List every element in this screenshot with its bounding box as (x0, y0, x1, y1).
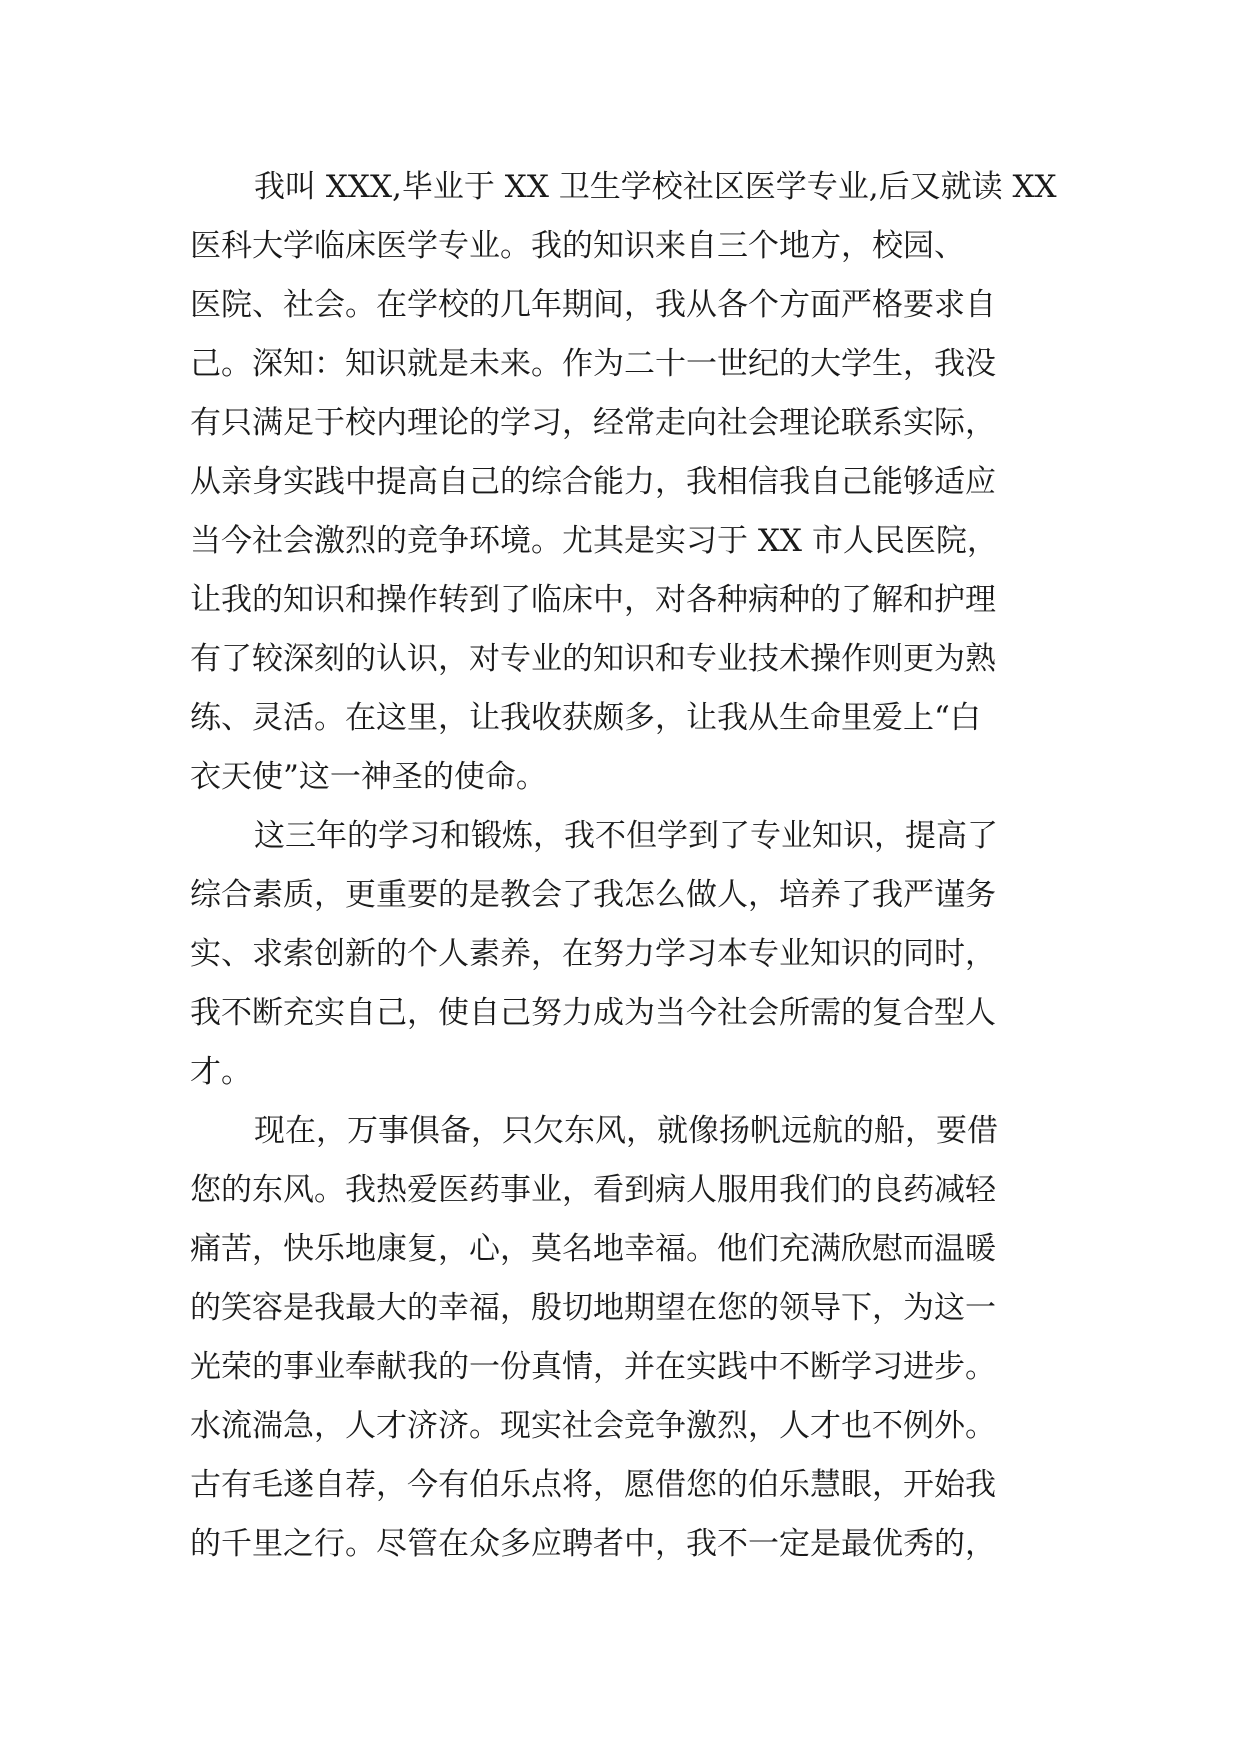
text-line: 练、灵活。在这里，让我收获颇多，让我从生命里爱上“白 (190, 700, 981, 736)
text-line: 这三年的学习和锻炼，我不但学到了专业知识，提高了 (254, 818, 998, 854)
text-line: 综合素质，更重要的是教会了我怎么做人，培养了我严谨务 (190, 877, 996, 913)
text-line: 我不断充实自己，使自己努力成为当今社会所需的复合型人 (190, 995, 996, 1031)
text-line: 己。深知：知识就是未来。作为二十一世纪的大学生，我没 (190, 346, 996, 382)
text-line: 从亲身实践中提高自己的综合能力，我相信我自己能够适应 (190, 464, 996, 500)
text-line: 我叫 XXX,毕业于 XX 卫生学校社区医学专业,后又就读 XX (254, 169, 1057, 205)
text-line: 光荣的事业奉献我的一份真情，并在实践中不断学习进步。 (190, 1349, 996, 1385)
text-line: 实、求索创新的个人素养，在努力学习本专业知识的同时， (190, 936, 996, 972)
text-line: 古有毛遂自荐，今有伯乐点将，愿借您的伯乐慧眼，开始我 (190, 1467, 996, 1503)
text-line: 医院、社会。在学校的几年期间，我从各个方面严格要求自 (190, 287, 996, 323)
text-line: 有了较深刻的认识，对专业的知识和专业技术操作则更为熟 (190, 641, 996, 677)
text-line: 当今社会激烈的竞争环境。尤其是实习于 XX 市人民医院， (190, 523, 998, 559)
text-line: 痛苦，快乐地康复，心，莫名地幸福。他们充满欣慰而温暖 (190, 1231, 996, 1267)
text-line: 您的东风。我热爱医药事业，看到病人服用我们的良药减轻 (190, 1172, 996, 1208)
text-line: 医科大学临床医学专业。我的知识来自三个地方，校园、 (190, 228, 965, 264)
text-line: 的千里之行。尽管在众多应聘者中，我不一定是最优秀的， (190, 1526, 996, 1562)
text-line: 让我的知识和操作转到了临床中，对各种病种的了解和护理 (190, 582, 996, 618)
text-line: 才。 (190, 1054, 252, 1090)
text-line: 有只满足于校内理论的学习，经常走向社会理论联系实际， (190, 405, 996, 441)
body-text (190, 158, 1070, 1574)
text-line: 衣天使”这一神圣的使命。 (190, 759, 547, 795)
text-line: 的笑容是我最大的幸福，殷切地期望在您的领导下，为这一 (190, 1290, 996, 1326)
text-line: 水流湍急，人才济济。现实社会竞争激烈，人才也不例外。 (190, 1408, 996, 1444)
text-line: 现在，万事俱备，只欠东风，就像扬帆远航的船，要借 (254, 1113, 998, 1149)
